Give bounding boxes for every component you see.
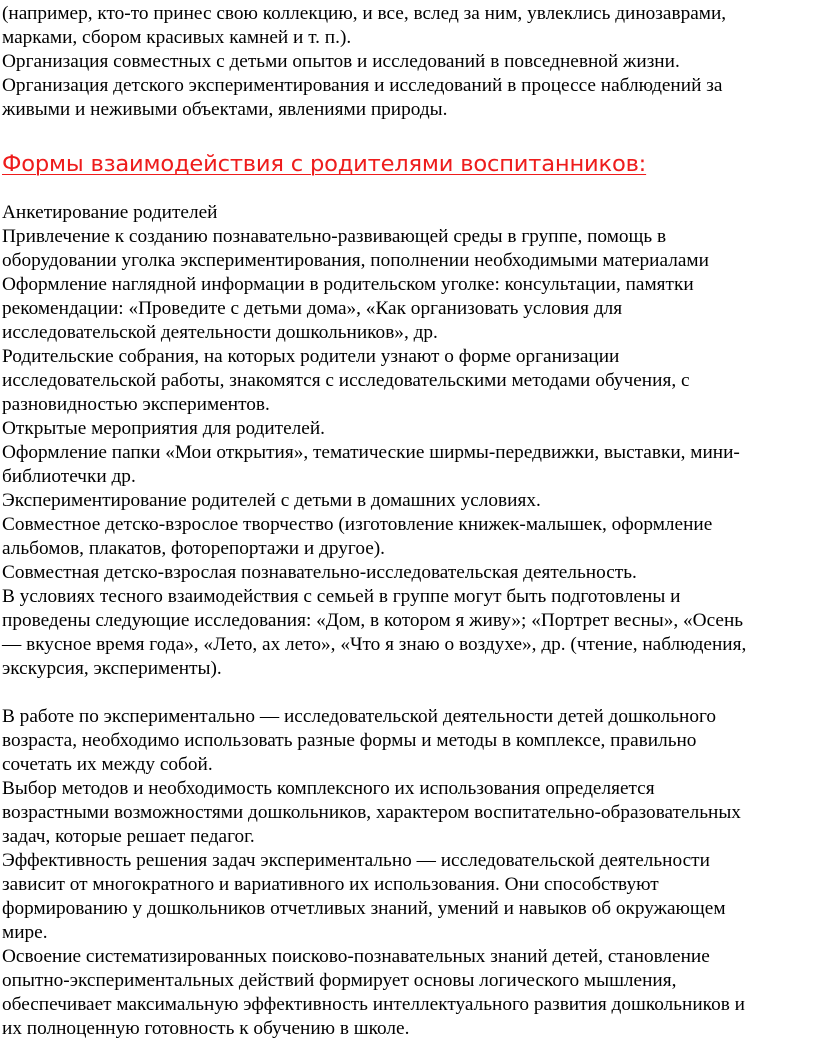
text-line: рекомендации: «Проведите с детьми дома», «Как организовать условия для xyxy=(2,298,623,319)
text-line: возраста, необходимо использовать разные формы и методы в комплексе, правильно xyxy=(2,730,697,751)
text-line: сочетать их между собой. xyxy=(2,754,213,775)
text-line: Выбор методов и необходимость комплексного их использования определяется xyxy=(2,778,655,799)
text-line: проведены следующие исследования: «Дом, в котором я живу»; «Портрет весны», «Осень xyxy=(2,610,744,631)
text-line: Совместная детско-взрослая познавательно-исследовательская деятельность. xyxy=(2,562,637,583)
text-line: разновидностью экспериментов. xyxy=(2,394,270,415)
text-line: (например, кто-то принес свою коллекцию, и все, вслед за ним, увлеклись динозаврами, xyxy=(2,3,727,24)
text-line: Организация детского экспериментирования и исследований в процессе наблюдений за xyxy=(2,75,723,96)
text-line: опытно-экспериментальных действий формирует основы логического мышления, xyxy=(2,970,677,991)
text-line: Совместное детско-взрослое творчество (изготовление книжек-малышек, оформление xyxy=(2,514,713,535)
text-line: — вкусное время года», «Лето, ах лето», «Что я знаю о воздухе», др. (чтение, наблюдения, xyxy=(2,634,747,655)
text-line: марками, сбором красивых камней и т. п.). xyxy=(2,27,352,48)
text-line: исследовательской деятельности дошкольников», др. xyxy=(2,322,438,343)
text-line: обеспечивает максимальную эффективность интеллектуального развития дошкольников и xyxy=(2,994,745,1015)
text-line: В работе по экспериментально — исследовательской деятельности детей дошкольного xyxy=(2,706,717,727)
text-line: В условиях тесного взаимодействия с семьей в группе могут быть подготовлены и xyxy=(2,586,681,607)
text-line: их полноценную готовность к обучению в школе. xyxy=(2,1018,410,1039)
text-line: живыми и неживыми объектами, явлениями природы. xyxy=(2,99,448,120)
text-line: Родительские собрания, на которых родители узнают о форме организации xyxy=(2,346,620,367)
text-line: мире. xyxy=(2,922,48,943)
text-line: Оформление наглядной информации в родительском уголке: консультации, памятки xyxy=(2,274,694,295)
text-line: Открытые мероприятия для родителей. xyxy=(2,418,325,439)
text-line: Организация совместных с детьми опытов и исследований в повседневной жизни. xyxy=(2,51,680,72)
text-line: Эффективность решения задач экспериментально — исследовательской деятельности xyxy=(2,850,710,871)
text-line: Оформление папки «Мои открытия», тематические ширмы-передвижки, выставки, мини- xyxy=(2,442,740,463)
text-line: Освоение систематизированных поисково-познавательных знаний детей, становление xyxy=(2,946,710,967)
text-line: возрастными возможностями дошкольников, характером воспитательно-образовательных xyxy=(2,802,741,823)
text-line: Привлечение к созданию познавательно-развивающей среды в группе, помощь в xyxy=(2,226,667,247)
text-line: исследовательской работы, знакомятся с исследовательскими методами обучения, с xyxy=(2,370,690,391)
section-heading: Формы взаимодействия с родителями воспитанников: xyxy=(2,151,647,177)
text-line: Анкетирование родителей xyxy=(2,202,218,223)
text-line: формированию у дошкольников отчетливых знаний, умений и навыков об окружающем xyxy=(2,898,726,919)
text-line: альбомов, плакатов, фоторепортажи и другое). xyxy=(2,538,385,559)
text-line: зависит от многократного и вариативного их использования. Они способствуют xyxy=(2,874,659,895)
text-line: экскурсия, эксперименты). xyxy=(2,658,222,679)
text-line: задач, которые решает педагог. xyxy=(2,826,255,847)
text-line: библиотечки др. xyxy=(2,466,136,487)
text-line: оборудовании уголка экспериментирования, пополнении необходимыми материалами xyxy=(2,250,709,271)
text-line: Экспериментирование родителей с детьми в домашних условиях. xyxy=(2,490,541,511)
